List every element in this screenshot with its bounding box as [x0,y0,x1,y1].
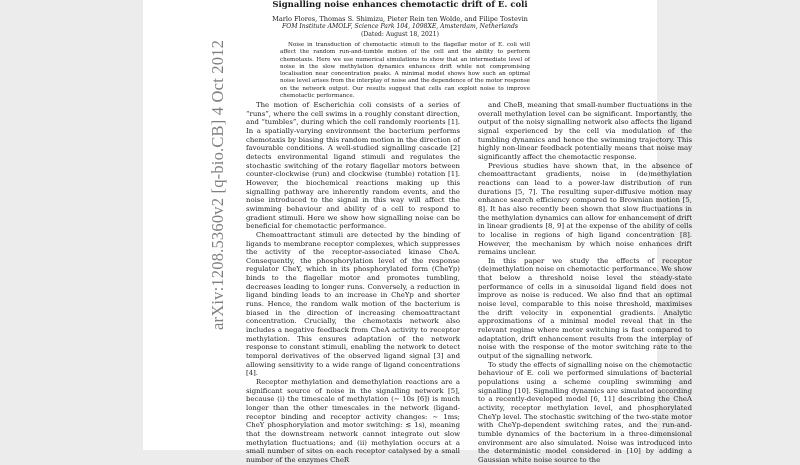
paragraph: In this paper we study the effects of receptor (de)methylation noise on chemotactic performance. We show that below a threshold noise level the steady-state performance of cells in a sinusoidal ligand field does not improve as noise is reduced. We also find that an optimal noise level, comparable to this noise threshold, maximises the drift velocity in exponential gradients. Analytic approximations of a minimal model reveal that in the relevant regime where motor switching is fast compared to adaptation, drift enhancement results from the interplay of noise with the response of the motor switching rate to the output of the signalling network. [478,256,692,361]
paragraph: Previous studies have shown that, in the absence of chemoattractant gradients, noise in (de)methylation reactions can lead to a power-law distribution of run durations [5, 7]. The resulting super-diffusive motion may enhance search efficiency compared to Brownian motion [5, 8]. It has also recently been shown that slow fluctuations in the methylation dynamics can allow for enhancement of drift in linear gradients [8, 9] at the expense of the ability of cells to localise in regions of high ligand concentration [8]. However, the mechanism by which noise enhances drift remains unclear. [478,161,692,257]
paper-authors: Marlo Flores, Thomas S. Shimizu, Pieter Rein ten Wolde, and Filipe Tostevin [272,15,528,23]
paper-date: (Dated: August 18, 2021) [360,31,440,38]
paragraph: The motion of Escherichia coli consists of a series of “runs”, where the cell swims in a roughly constant direction, and “tumbles”, during which the cell randomly reorients [1]. In a spatially-varying environment the bacterium performs chemotaxis by biasing this random motion in the direction of favourable conditions. A well-studied signalling cascade [2] detects environmental ligand stimuli and regulates the stochastic switching of the rotary flagellar motors between counter-clockwise (run) and clockwise (tumble) rotation [1]. However, the biochemical reactions making up this signalling pathway are inherently random events, and the noise introduced to the signal in this way will affect the swimming behaviour and ability of a cell to respond to gradient stimuli. Here we show how signalling noise can be beneficial for chemotactic performance. [246,101,460,231]
paper-affiliation: FOM Institute AMOLF, Science Park 104, 1098XE, Amsterdam, Netherlands [282,23,518,30]
left-column [246,101,460,465]
paragraph: Chemoattractant stimuli are detected by the binding of ligands to membrane receptor complexes, which suppresses the activity of the receptor-associated kinase CheA. Consequently, the phosphorylation level of the response regulator CheY, which in its phosphorylated form (CheYp) binds to the flagellar motor and promotes tumbling, decreases leading to longer runs. Conversely, a reduction in ligand binding leads to an increase in CheYp and shorter runs. Hence, the random walk motion of the bacterium is biased in the direction of increasing chemoattractant concentration. Crucially, the chemotaxis network also includes a negative feedback from CheA activity to receptor methylation. This ensures adaptation of the network response to constant stimuli, enabling the network to detect temporal derivatives of the observed ligand signal [3] and allowing sensitivity to a wide range of ligand concentrations [4]. [246,230,460,378]
paragraph: To study the effects of signalling noise on the chemotactic behaviour of E. coli we performed simulations of bacterial populations using a scheme coupling swimming and signalling [10]. Signalling dynamics are simulated according to a recently-developed model [6, 11] describing the CheA activity, receptor methylation level, and phosphorylated CheYp level. The stochastic switching of the two-state motor with CheYp-dependent switching rates, and the run-and-tumble dynamics of the bacterium in a three-dimensional environment are also simulated. Noise was introduced into the deterministic model considered in [10] by adding a Gaussian white noise source to the [478,360,692,464]
paper-abstract: Noise in transduction of chemotactic stimuli to the flagellar motor of E. coli will affect the random run-and-tumble motion of the cell and the ability to perform chemotaxis. Here we use numerical simulations to show that an intermediate level of noise in the slow methylation dynamics enhances drift while not compromising localisation near concentration peaks. A minimal model shows how such an optimal noise level arises from the interplay of noise and the dependence of the motor response on the network output. Our results suggest that cells can exploit noise to improve chemotactic performance. [280,42,530,100]
arxiv-stamp: arXiv:1208.5360v2 [q-bio.CB] 4 Oct 2012 [208,39,227,330]
paragraph: and CheB, meaning that small-number fluctuations in the overall methylation level can be significant. Importantly, the output of the noisy signalling network also affects the ligand signal experienced by the cell via modulation of the tumbling dynamics and hence the swimming trajectory. This highly non-linear feedback potentially means that noise may significantly affect the chemotactic response. [478,101,692,161]
paragraph: Receptor methylation and demethylation reactions are a significant source of noise in the signalling network [5], because (i) the timescale of methylation (∼ 10s [6]) is much longer than the other timescales in the network (ligand-receptor binding and receptor activity changes: ∼ 1ms; CheY phosphorylation and motor switching: ≲ 1s), meaning that the downstream network cannot integrate out slow methylation fluctuations; and (ii) methylation occurs at a small number of sites on each receptor catalysed by a small number of the enzymes CheR [246,378,460,464]
right-column [478,101,692,465]
paper-title: Signalling noise enhances chemotactic drift of E. coli [272,0,528,10]
